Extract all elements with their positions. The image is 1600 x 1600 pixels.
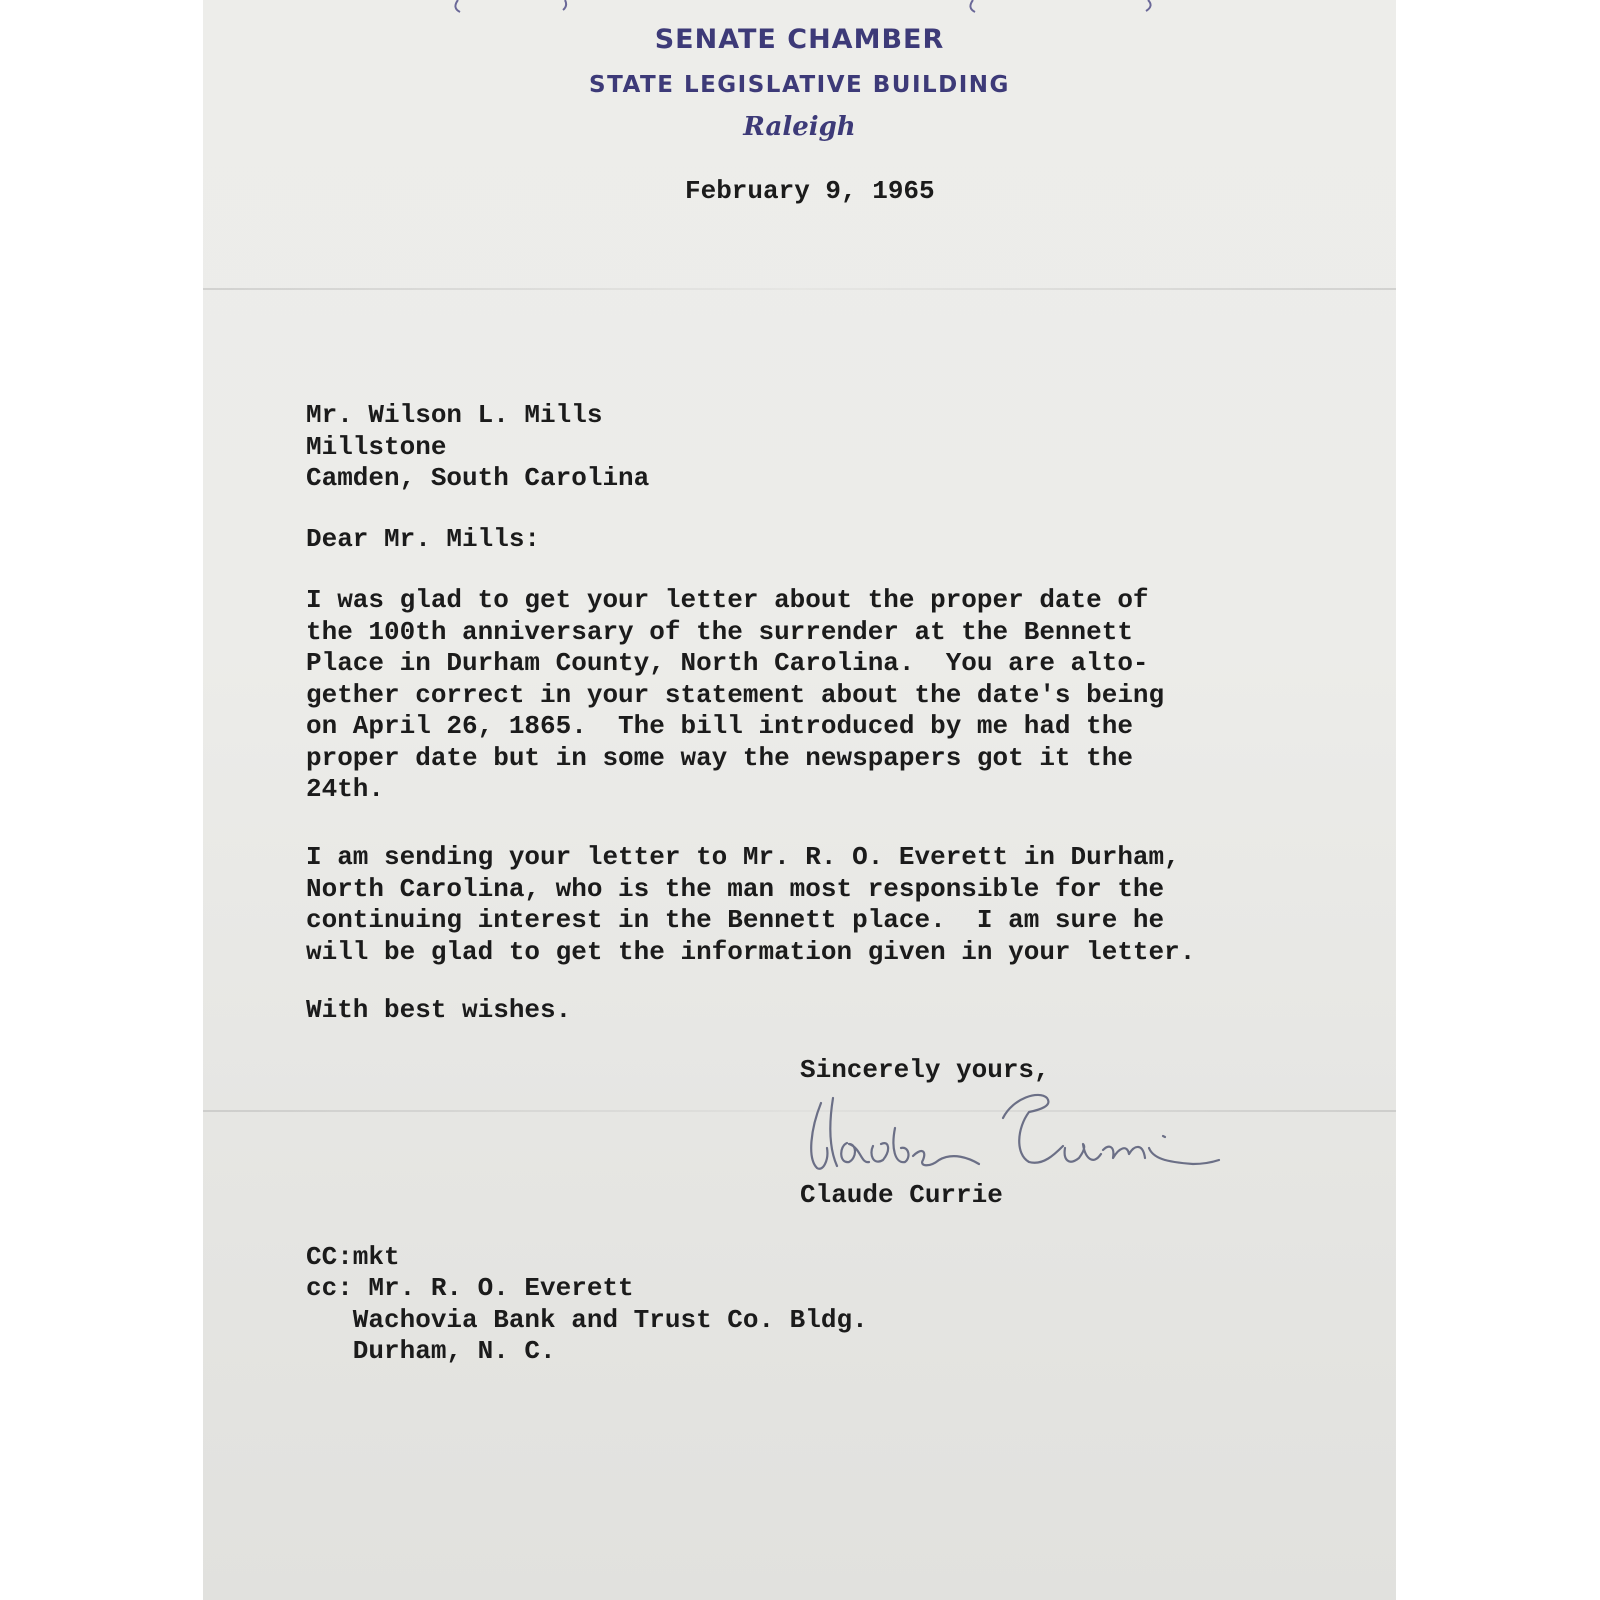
body-paragraph-1: I was glad to get your letter about the proper date of the 100th anniversary of the surrender at the Bennett Place in Durham County, North Carolina. You are alto- gether correct in your statement about the date's being on April 26, 1865. The bill introduced by me had the proper date but in some way the newspapers got it the 24th. xyxy=(306,585,1165,804)
cc-address-city: Durham, N. C. xyxy=(306,1336,556,1366)
letter-page xyxy=(203,0,1396,1600)
reference-initials: CC:mkt xyxy=(306,1242,400,1272)
recipient-estate: Millstone xyxy=(306,431,447,462)
closing-line: With best wishes. xyxy=(306,995,572,1025)
salutation: Dear Mr. Mills: xyxy=(306,524,541,554)
carbon-copy-block xyxy=(306,1273,868,1368)
cc-address-building: Wachovia Bank and Trust Co. Bldg. xyxy=(306,1304,868,1335)
letterhead-city: Raleigh xyxy=(743,112,856,142)
letterhead-crest-fragment xyxy=(203,0,1396,14)
body-paragraph-2: I am sending your letter to Mr. R. O. Everett in Durham, North Carolina, who is the man most responsible for the continuing interest in the Bennett place. I am sure he will be glad to get the information given in your letter. xyxy=(306,842,1196,967)
cc-recipient: cc: Mr. R. O. Everett xyxy=(306,1273,634,1303)
paper-fold xyxy=(203,288,1396,290)
signoff: Sincerely yours, xyxy=(800,1055,1050,1085)
recipient-city: Camden, South Carolina xyxy=(306,463,650,493)
recipient-name: Mr. Wilson L. Mills xyxy=(306,400,603,430)
letter-date: February 9, 1965 xyxy=(685,176,935,206)
signer-name: Claude Currie xyxy=(800,1180,1003,1210)
recipient-address xyxy=(306,400,649,495)
letterhead-building: STATE LEGISLATIVE BUILDING xyxy=(589,72,1010,98)
letterhead-chamber: SENATE CHAMBER xyxy=(654,24,945,55)
